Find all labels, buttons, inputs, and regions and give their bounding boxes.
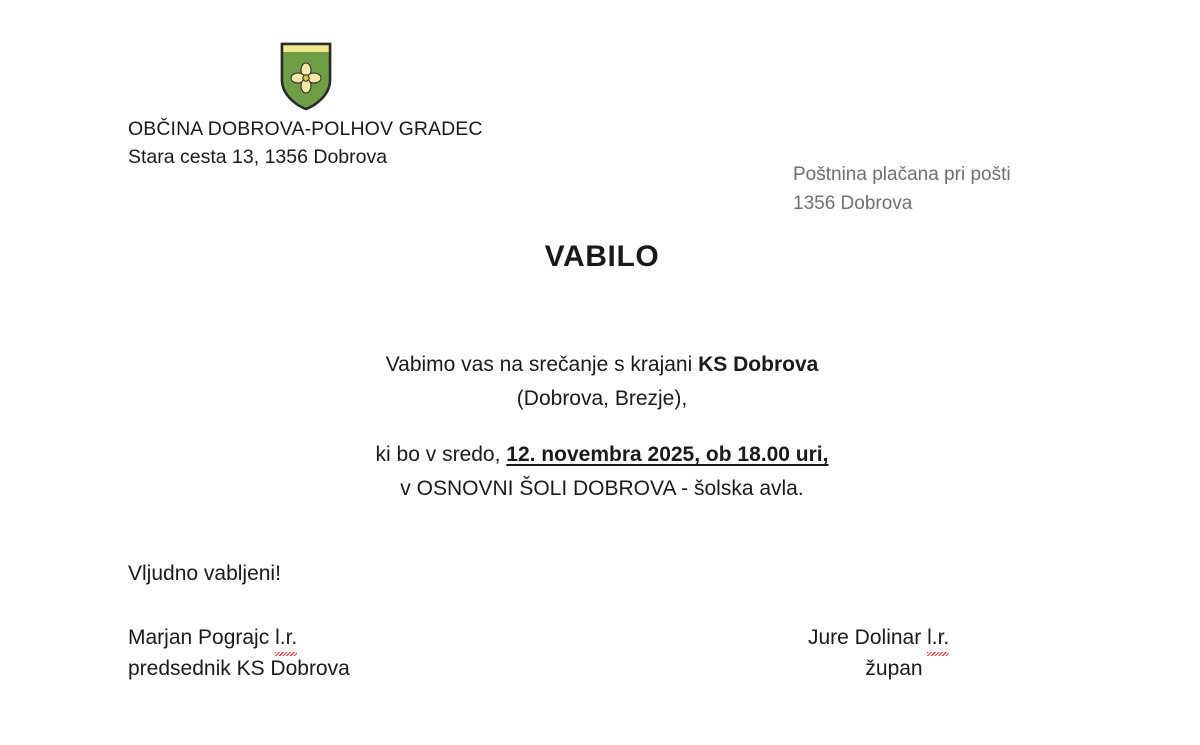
signature-right [808, 622, 980, 684]
postage-line-1: Poštnina plačana pri pošti [793, 164, 1011, 185]
event-datetime: 12. novembra 2025, ob 18.00 uri, [506, 443, 829, 466]
event-location: v OSNOVNI ŠOLI DOBROVA - šolska avla. [400, 477, 804, 501]
organization-address: Stara cesta 13, 1356 Dobrova [128, 146, 388, 168]
postage-line-2: 1356 Dobrova [793, 193, 913, 215]
invitation-paragraph-2 [0, 438, 1200, 506]
signature-right-name: Jure Dolinar [808, 626, 928, 649]
signature-left-role: predsednik KS Dobrova [128, 657, 350, 681]
letterhead [128, 40, 648, 169]
invitation-line-1-prefix: Vabimo vas na srečanje s krajani [385, 353, 699, 376]
coat-of-arms-icon [278, 40, 334, 112]
postage-block [793, 160, 1011, 219]
signature-left-name: Marjan Pograjc [128, 626, 276, 649]
closing-line: Vljudno vabljeni! [128, 562, 281, 585]
signature-right-role: župan [865, 657, 923, 681]
signature-area [0, 622, 1200, 702]
invitation-line-3 [4, 438, 1200, 472]
invitation-line-1-emphasis: KS Dobrova [698, 353, 819, 376]
invitation-line-1 [4, 348, 1200, 382]
signature-right-name-row [808, 622, 980, 653]
document-title: VABILO [544, 240, 660, 273]
signature-left-suffix: l.r. [275, 622, 297, 653]
signature-left-name-row [128, 622, 350, 653]
signature-right-suffix: l.r. [927, 622, 949, 653]
organization-name: OBČINA DOBROVA-POLHOV GRADEC [128, 118, 483, 140]
invitation-line-2: (Dobrova, Brezje), [516, 387, 688, 411]
invitation-line-3-prefix: ki bo v sredo, [375, 443, 507, 466]
signature-left [128, 622, 350, 684]
invitation-paragraph-1 [0, 348, 1200, 416]
